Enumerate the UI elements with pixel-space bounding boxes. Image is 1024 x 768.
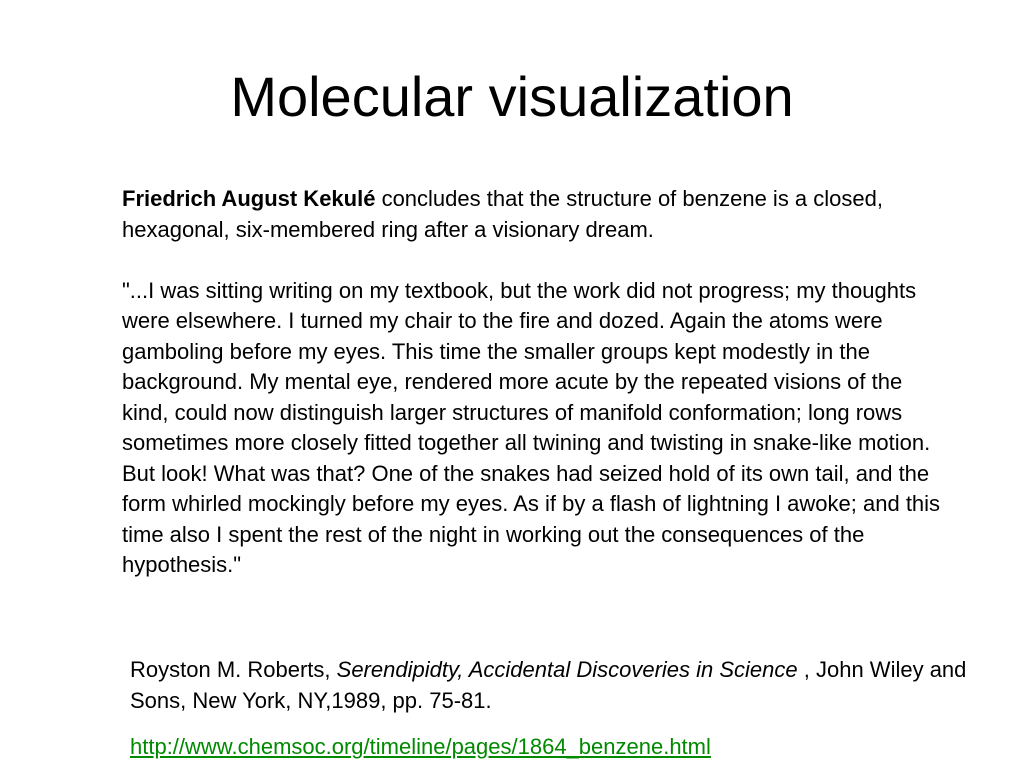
citation-book-title: Serendipidty, Accidental Discoveries in Science	[336, 657, 798, 682]
citation	[130, 654, 980, 716]
body-text-block	[122, 184, 952, 581]
quote-paragraph: "...I was sitting writing on my textbook, but the work did not progress; my thoughts were elsewhere. I turned my chair to the fire and dozed. Again the atoms were gamboling before my eyes. This time the smaller groups kept modestly in the background. My mental eye, rendered more acute by the repeated visions of the kind, could now distinguish larger structures of manifold conformation; long rows sometimes more closely fitted together all twining and twisting in snake-like motion. But look! What was that? One of the snakes had seized hold of its own tail, and the form whirled mockingly before my eyes. As if by a flash of lightning I awoke; and this time also I spent the rest of the night in working out the consequences of the hypothesis."	[122, 277, 941, 577]
author-name: Friedrich August Kekulé	[122, 186, 376, 211]
reference-link[interactable]: http://www.chemsoc.org/timeline/pages/1864_benzene.html	[130, 734, 711, 759]
paragraph-spacer	[122, 245, 952, 276]
intro-paragraph	[122, 184, 952, 245]
citation-author: Royston M. Roberts,	[130, 657, 337, 682]
intro-text: concludes that the structure of benzene is a closed, hexagonal, six-membered ring after a visionary dream.	[122, 186, 883, 242]
citation-publisher: , John Wiley and Sons, New York, NY,1989, pp. 75-81.	[130, 657, 967, 713]
slide-title: Molecular visualization	[230, 65, 794, 128]
citation-text	[130, 654, 980, 716]
